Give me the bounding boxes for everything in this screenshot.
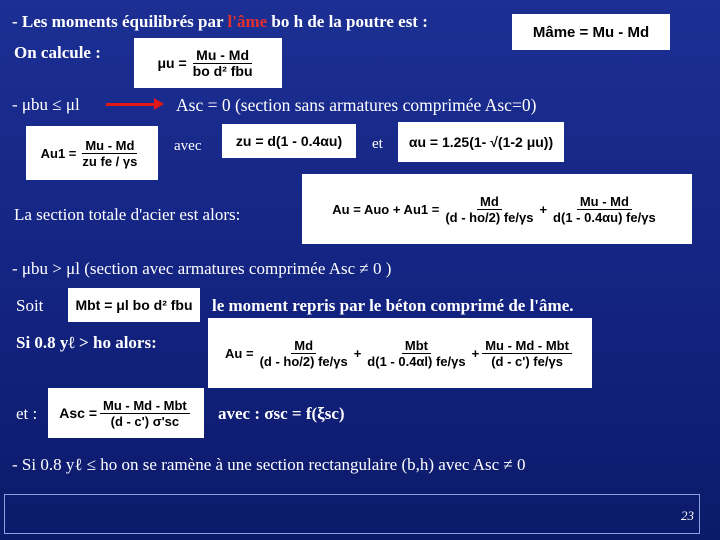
highlight-ame: l'âme (227, 12, 268, 31)
equation-au1-den-b: fe / γs (100, 153, 138, 169)
equation-asc-fraction (100, 398, 190, 429)
equation-au1-den-a: zu (82, 153, 97, 169)
equation-alpha (398, 122, 564, 162)
equation-zu (222, 124, 356, 158)
intro-suffix: bo h de la poutre est : (267, 12, 428, 31)
equation-au1-lhs: Au1 = (40, 145, 77, 161)
equation-total-t2-num: Mu - Md (577, 194, 632, 210)
equation-asc (48, 388, 204, 438)
condition-yl-le-ho: - Si 0.8 yℓ ≤ ho on se ramène à une section rectangulaire (b,h) avec Asc ≠ 0 (12, 455, 526, 474)
moment-beton-text: le moment repris par le béton comprimé de l'âme. (212, 296, 574, 315)
on-calcule-label: On calcule : (14, 43, 101, 62)
equation-total-term1 (442, 194, 536, 225)
equation-mu-num: Mu - Md (193, 48, 252, 64)
equation-mbt (68, 288, 200, 322)
equation-mu-lhs: μu = (157, 55, 187, 71)
et-colon-label: et : (16, 404, 38, 423)
equation-total-t2-den: d(1 - 0.4αu) fe/γs (553, 209, 656, 225)
equation-au-t3-num: Mu - Md - Mbt (482, 338, 572, 354)
equation-asc-den: (d - c') σ'sc (110, 413, 180, 429)
page-number: 23 (681, 508, 694, 523)
equation-total-t1-den: (d - ho/2) fe/γs (445, 209, 534, 225)
sigma-sc-text: avec : σsc = f(ξsc) (218, 404, 345, 423)
equation-m-ame (512, 14, 670, 50)
soit-label: Soit (16, 296, 44, 315)
equation-m-ame-text: Mâme = Mu - Md (532, 23, 650, 41)
equation-au-term1 (257, 338, 351, 369)
condition-mu-gt: - μbu > μl (section avec armatures comprimée Asc ≠ 0 ) (12, 259, 392, 278)
equation-total-lhs: Au = Auo + Au1 = (332, 201, 440, 217)
equation-au1-num: Mu - Md (82, 138, 137, 154)
equation-total: Au = Auo + Au1 = $\frac{Md}{(d - ho/2) fe/\gamma s}$ + $\frac{Mu - Md}{d(1 - 0.4\alpha u) fe/\gamma s}$ (302, 174, 692, 244)
equation-au-term3 (482, 338, 572, 369)
arrow-right-icon (106, 103, 156, 106)
equation-au-t3-den: (d - c') fe/γs (491, 353, 563, 369)
equation-au1-fraction (79, 138, 140, 169)
equation-mu-fraction (190, 48, 256, 79)
avec-label: avec (174, 138, 202, 154)
total-section-text: La section totale d'acier est alors: (14, 205, 241, 224)
equation-total-term2 (550, 194, 659, 225)
equation-zu-text: zu = d(1 - 0.4αu) (235, 133, 343, 149)
intro-line (12, 12, 428, 32)
condition-yl-gt-ho: Si 0.8 yℓ > ho alors: (16, 333, 157, 352)
equation-au-t2-den: d(1 - 0.4αl) fe/γs (367, 353, 466, 369)
equation-au-t2-num: Mbt (402, 338, 431, 354)
equation-au-t1-den: (d - ho/2) fe/γs (259, 353, 348, 369)
equation-mu (134, 38, 282, 88)
equation-alpha-text: αu = 1.25(1- √(1-2 μu)) (408, 134, 554, 150)
et-label: et (372, 136, 383, 152)
equation-au-term2 (364, 338, 468, 369)
asc-zero-text: Asc = 0 (section sans armatures comprimée Asc=0) (176, 95, 537, 115)
intro-prefix: - Les moments équilibrés par (12, 12, 228, 31)
equation-asc-lhs: Asc = (59, 405, 97, 421)
equation-au-lhs: Au = (225, 345, 254, 361)
condition-mu-le: - μbu ≤ μl (12, 95, 80, 114)
equation-asc-num: Mu - Md - Mbt (100, 398, 190, 414)
equation-mu-den: bo d² fbu (192, 62, 253, 79)
equation-total-t1-num: Md (477, 194, 502, 210)
equation-mbt-text: Mbt = μl bo d² fbu (75, 297, 193, 313)
equation-au-t1-num: Md (291, 338, 316, 354)
equation-au1 (26, 126, 158, 180)
equation-au: Au = $\frac{Md}{(d - ho/2) fe/\gamma s}$ + $\frac{\text{Mbt}}{d(1 - 0.4\alpha l) fe/\gamma s}$ + $\frac{\text{Mu - Md - Mbt}}{(d - c') fe/\gamma s}$ (208, 318, 592, 388)
footer-frame (4, 494, 700, 534)
